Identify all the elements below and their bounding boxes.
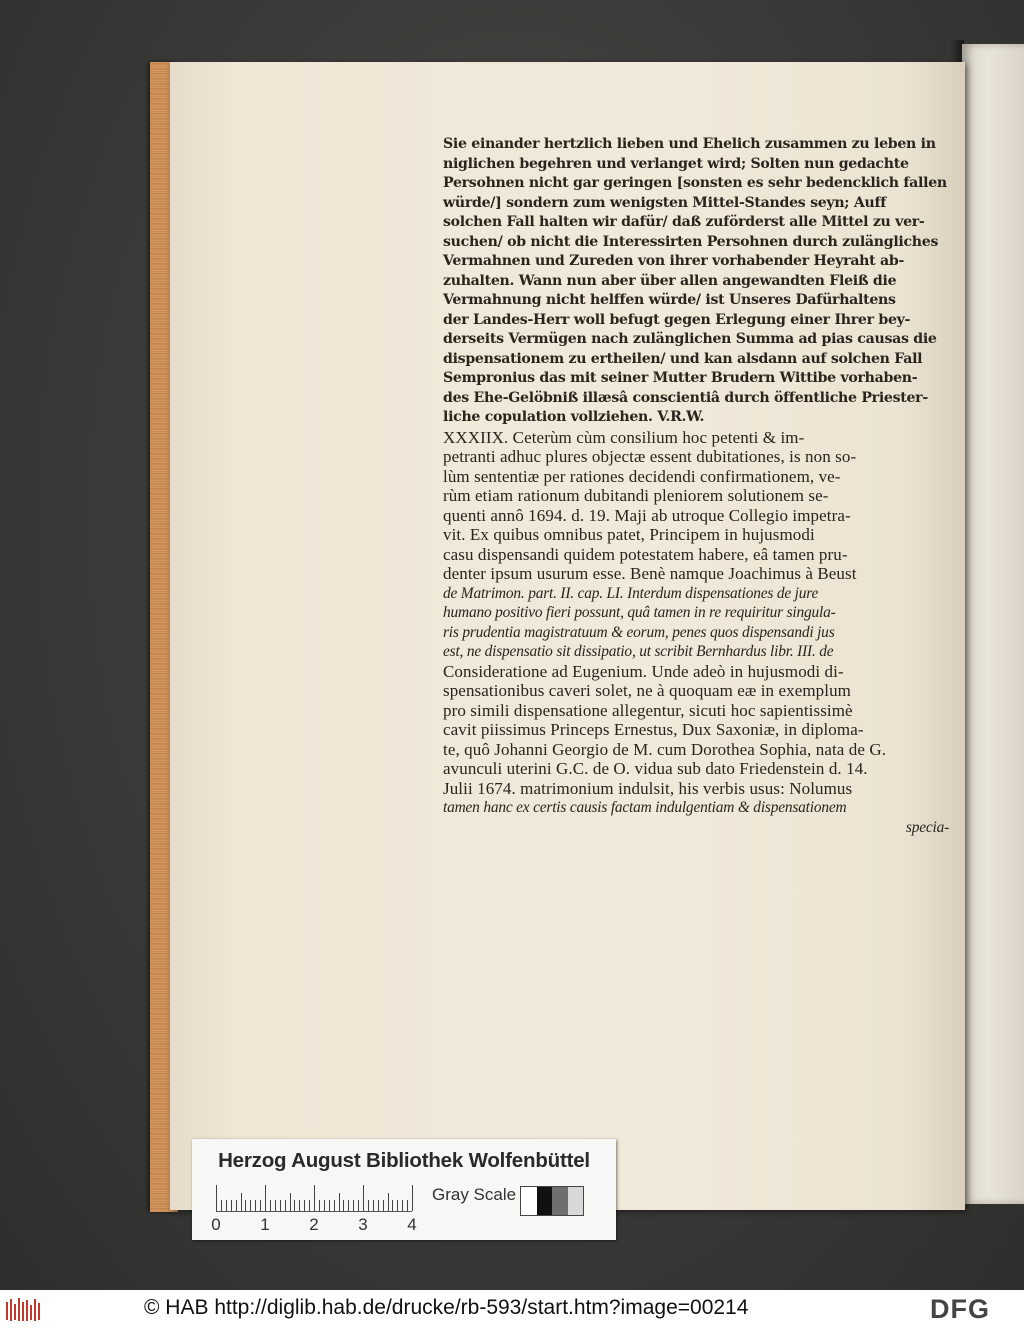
ruler-number: 4 bbox=[407, 1215, 417, 1234]
ruler-tick bbox=[255, 1200, 256, 1211]
ruler-tick bbox=[343, 1200, 344, 1211]
text-line: denter ipsum usurum esse. Benè namque Joachimus à Beust bbox=[443, 564, 857, 583]
ruler-tick bbox=[314, 1185, 315, 1211]
copyright-url[interactable]: © HAB http://diglib.hab.de/drucke/rb-593/start.htm?image=00214 bbox=[144, 1296, 749, 1319]
text-line: humano positivo fieri possunt, quâ tamen in re requiritur singula- bbox=[443, 604, 836, 621]
ruler-tick bbox=[275, 1200, 276, 1211]
ruler-tick bbox=[294, 1200, 295, 1211]
text-line: Sempronius das mit seiner Mutter Brudern Wittibe vorhaben- bbox=[443, 370, 918, 386]
text-line: XXXIIX. Ceterùm cùm consilium hoc petenti & im- bbox=[443, 427, 805, 447]
gray-scale-swatch bbox=[520, 1186, 584, 1216]
text-line: lùm sententiæ per rationes decidendi confirmationem, ve- bbox=[443, 466, 841, 486]
ruler-tick bbox=[388, 1193, 389, 1211]
ruler-tick bbox=[353, 1200, 354, 1211]
ruler-tick bbox=[358, 1200, 359, 1211]
ruler-tick bbox=[280, 1200, 281, 1211]
ruler-tick bbox=[245, 1200, 246, 1211]
text-line: rùm etiam rationum dubitandi pleniorem solutionem se- bbox=[443, 486, 829, 505]
ruler-tick bbox=[319, 1200, 320, 1211]
ruler-tick bbox=[324, 1200, 325, 1211]
ruler-number: 3 bbox=[358, 1215, 368, 1234]
ruler-tick bbox=[270, 1200, 271, 1211]
ruler-tick bbox=[348, 1200, 349, 1211]
text-line: est, ne dispensatio sit dissipatio, ut scribit Bernhardus libr. III. de bbox=[443, 643, 834, 660]
gray-scale-label: Gray Scale bbox=[432, 1185, 517, 1204]
text-line: de Matrimon. part. II. cap. LI. Interdum dispensationes de jure bbox=[443, 584, 819, 602]
text-line: quenti annô 1694. d. 19. Maji ab utroque Collegio impetra- bbox=[443, 505, 851, 525]
text-line: Consideratione ad Eugenium. Unde adeò in hujusmodi di- bbox=[443, 661, 844, 681]
facing-page-edge bbox=[962, 44, 1024, 1204]
swatch-light-gray bbox=[568, 1187, 584, 1215]
ruler-tick bbox=[373, 1200, 374, 1211]
text-line: Sie einander hertzlich lieben und Ehelich zusammen zu leben in bbox=[443, 136, 936, 152]
text-line: cavit piissimus Princeps Ernestus, Dux Saxoniæ, in diploma- bbox=[443, 720, 864, 739]
ruler-tick bbox=[216, 1185, 217, 1211]
text-line: Vermahnung nicht helffen würde/ ist Unseres Dafürhaltens bbox=[443, 292, 896, 308]
ruler-tick bbox=[236, 1200, 237, 1211]
ruler-tick bbox=[299, 1200, 300, 1211]
ruler-tick bbox=[397, 1200, 398, 1211]
text-line: liche copulation vollziehen. V.R.W. bbox=[443, 409, 705, 425]
text-line: Julii 1674. matrimonium indulsit, his verbis usus: Nolumus bbox=[443, 778, 853, 798]
swatch-gray bbox=[552, 1187, 568, 1215]
ruler-number: 2 bbox=[309, 1215, 319, 1234]
hab-barcode-icon bbox=[4, 1296, 44, 1324]
text-line: solchen Fall halten wir dafür/ daß zuförderst alle Mittel zu ver- bbox=[443, 214, 925, 230]
ruler-tick bbox=[402, 1200, 403, 1211]
text-line: dispensationem zu ertheilen/ und kan alsdann auf solchen Fall bbox=[443, 350, 923, 367]
catchword: specia- bbox=[905, 818, 950, 836]
measurement-ruler bbox=[216, 1183, 412, 1212]
ruler-tick bbox=[378, 1200, 379, 1211]
text-line: derseits Vermügen nach zulänglichen Summa ad pias causas die bbox=[443, 331, 937, 347]
text-line: der Landes-Herr woll befugt gegen Erlegung einer Ihrer bey- bbox=[443, 311, 911, 328]
ruler-tick bbox=[339, 1193, 340, 1211]
text-line: Vermahnen und Zureden von ihrer vorhabender Heyraht ab- bbox=[443, 253, 905, 269]
ruler-tick bbox=[304, 1200, 305, 1211]
ruler-tick bbox=[231, 1200, 232, 1211]
ruler-tick bbox=[241, 1193, 242, 1211]
text-line: des Ehe-Gelöbniß illæsâ conscientiâ durch öffentliche Priester- bbox=[443, 389, 928, 406]
ruler-tick bbox=[334, 1200, 335, 1211]
ruler-tick bbox=[363, 1185, 364, 1211]
ruler-number: 1 bbox=[260, 1215, 270, 1234]
ruler-tick bbox=[226, 1200, 227, 1211]
text-line: vit. Ex quibus omnibus patet, Principem in hujusmodi bbox=[443, 525, 815, 544]
ruler-tick bbox=[250, 1200, 251, 1211]
text-line: niglichen begehren und verlanget wird; Solten nun gedachte bbox=[443, 155, 909, 172]
ruler-card bbox=[192, 1139, 616, 1240]
ruler-tick bbox=[368, 1200, 369, 1211]
ruler-tick bbox=[407, 1200, 408, 1211]
text-line: pro simili dispensatione allegentur, sicuti hoc sapientissimè bbox=[443, 700, 853, 720]
text-line: suchen/ ob nicht die Interessirten Persohnen durch zulängliches bbox=[443, 233, 939, 250]
ruler-tick bbox=[290, 1193, 291, 1211]
ruler-tick bbox=[329, 1200, 330, 1211]
text-line: spensationibus caveri solet, ne à quoquam eæ in exemplum bbox=[443, 681, 851, 700]
text-line: tamen hanc ex certis causis factam indulgentiam & dispensationem bbox=[443, 799, 847, 816]
text-line: casu dispensandi quidem potestatem habere, eâ tamen pru- bbox=[443, 544, 848, 564]
text-line: würde/] sondern zum wenigsten Mittel-Standes seyn; Auff bbox=[443, 194, 887, 211]
footer-bar bbox=[0, 1290, 1024, 1329]
ruler-tick bbox=[260, 1200, 261, 1211]
ruler-number: 0 bbox=[211, 1215, 221, 1234]
page-text bbox=[443, 135, 961, 837]
ruler-tick bbox=[285, 1200, 286, 1211]
text-line: petranti adhuc plures objectæ essent dubitationes, is non so- bbox=[443, 447, 857, 466]
ruler-numbers bbox=[206, 1215, 426, 1235]
text-line: avunculi uterini G.C. de O. vidua sub dato Friedenstein d. 14. bbox=[443, 759, 868, 778]
ruler-tick bbox=[392, 1200, 393, 1211]
text-line: zuhalten. Wann nun aber über allen angewandten Fleiß die bbox=[443, 272, 897, 289]
ruler-tick bbox=[412, 1185, 413, 1211]
ruler-tick bbox=[383, 1200, 384, 1211]
ruler-tick bbox=[221, 1200, 222, 1211]
swatch-black bbox=[537, 1187, 553, 1215]
dfg-logo: DFG bbox=[930, 1294, 990, 1324]
swatch-white bbox=[521, 1187, 537, 1215]
text-line: te, quô Johanni Georgio de M. cum Dorothea Sophia, nata de G. bbox=[443, 739, 887, 759]
text-line: ris prudentia magistratuum & eorum, penes quos dispensandi jus bbox=[443, 623, 835, 641]
ruler-tick bbox=[309, 1200, 310, 1211]
ruler-tick bbox=[265, 1185, 266, 1211]
library-title: Herzog August Bibliothek Wolfenbüttel bbox=[218, 1149, 590, 1172]
text-line: Persohnen nicht gar geringen [sonsten es sehr bedencklich fallen bbox=[443, 175, 947, 191]
